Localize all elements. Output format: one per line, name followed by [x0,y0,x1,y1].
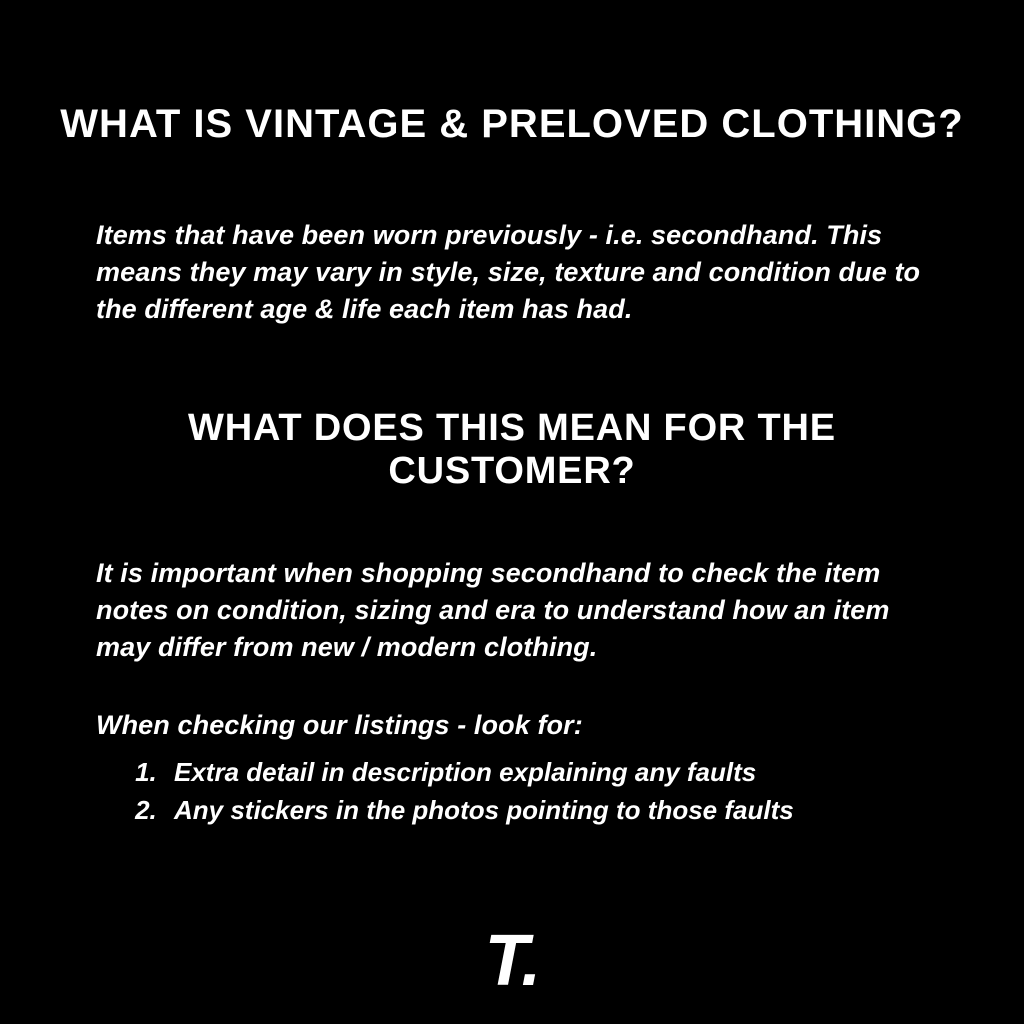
list-item: 2. Any stickers in the photos pointing to those faults [164,791,1024,829]
section-heading: WHAT DOES THIS MEAN FOR THE CUSTOMER? [188,406,836,493]
listings-prompt: When checking our listings - look for: [96,710,583,740]
checklist [118,753,1024,830]
page-title: WHAT IS VINTAGE & PRELOVED CLOTHING? [60,101,964,146]
intro-paragraph: Items that have been worn previously - i.e. secondhand. This means they may vary in style, size, texture and condition due to the different age & life each item has had. [96,220,921,324]
customer-paragraph: It is important when shopping secondhand to check the item notes on condition, sizing and era to understand how an item may differ from new / modern clothing. [96,558,890,662]
brand-logo: T. [484,921,540,1001]
list-item: 1. Extra detail in description explaining any faults [164,753,1024,791]
